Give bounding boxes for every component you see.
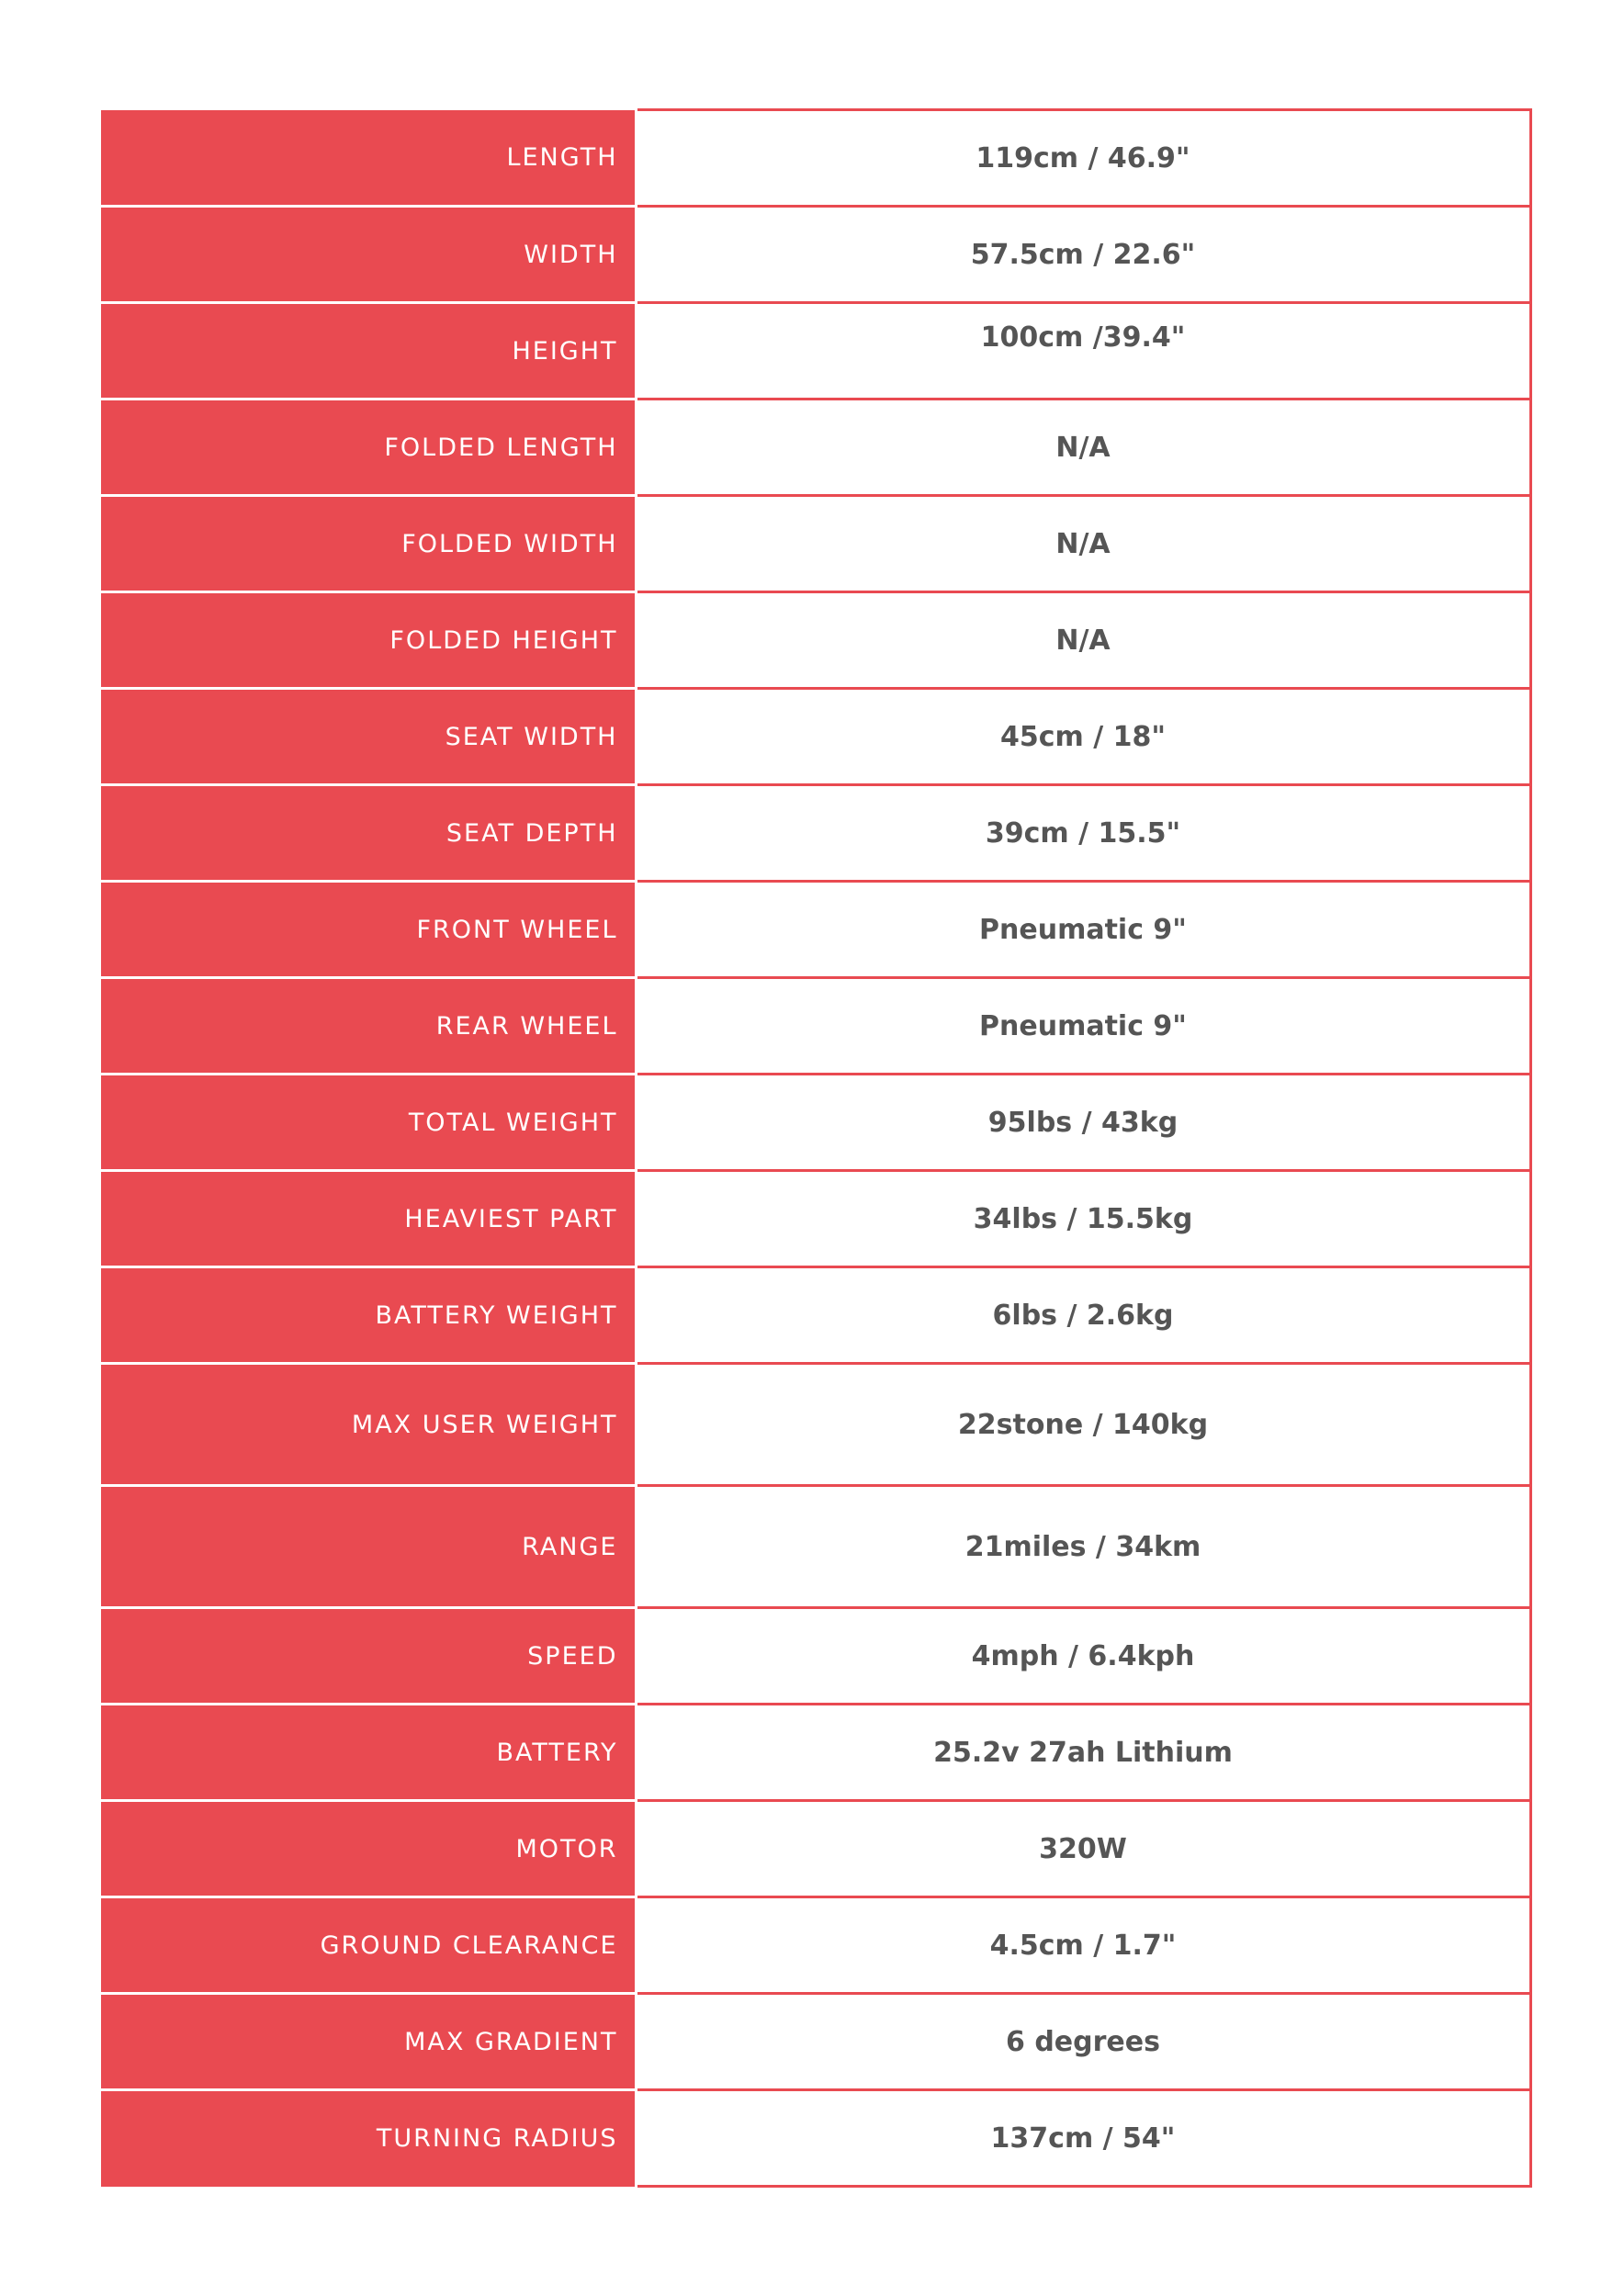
spec-value: 6 degrees <box>636 1994 1530 2090</box>
spec-label: FOLDED HEIGHT <box>101 592 636 689</box>
table-row <box>101 207 1530 303</box>
spec-value: 320W <box>636 1801 1530 1897</box>
spec-value: 119cm / 46.9" <box>636 110 1530 207</box>
table-row <box>101 785 1530 882</box>
spec-value: Pneumatic 9" <box>636 882 1530 978</box>
table-row <box>101 1171 1530 1267</box>
spec-label: BATTERY WEIGHT <box>101 1267 636 1364</box>
spec-value: 100cm /39.4" <box>636 303 1530 400</box>
table-row <box>101 1801 1530 1897</box>
spec-label: RANGE <box>101 1486 636 1608</box>
table-row <box>101 400 1530 496</box>
spec-value: Pneumatic 9" <box>636 978 1530 1075</box>
table-row <box>101 1705 1530 1801</box>
spec-value: N/A <box>636 496 1530 592</box>
spec-label: TURNING RADIUS <box>101 2090 636 2187</box>
table-row <box>101 1994 1530 2090</box>
table-row <box>101 1486 1530 1608</box>
spec-label: FRONT WHEEL <box>101 882 636 978</box>
spec-label: LENGTH <box>101 110 636 207</box>
spec-value: 6lbs / 2.6kg <box>636 1267 1530 1364</box>
spec-label: SEAT DEPTH <box>101 785 636 882</box>
table-row <box>101 592 1530 689</box>
spec-label: MOTOR <box>101 1801 636 1897</box>
table-row <box>101 1608 1530 1705</box>
spec-label: SEAT WIDTH <box>101 689 636 785</box>
spec-value: 21miles / 34km <box>636 1486 1530 1608</box>
spec-label: WIDTH <box>101 207 636 303</box>
table-row <box>101 689 1530 785</box>
spec-label: HEIGHT <box>101 303 636 400</box>
spec-value: 22stone / 140kg <box>636 1364 1530 1486</box>
spec-value: 34lbs / 15.5kg <box>636 1171 1530 1267</box>
spec-value: 137cm / 54" <box>636 2090 1530 2187</box>
table-row <box>101 1267 1530 1364</box>
spec-label: REAR WHEEL <box>101 978 636 1075</box>
table-row <box>101 978 1530 1075</box>
spec-value: 45cm / 18" <box>636 689 1530 785</box>
spec-value: 4mph / 6.4kph <box>636 1608 1530 1705</box>
spec-label: MAX GRADIENT <box>101 1994 636 2090</box>
spec-label: GROUND CLEARANCE <box>101 1897 636 1994</box>
table-row <box>101 882 1530 978</box>
spec-value: N/A <box>636 592 1530 689</box>
spec-value: 57.5cm / 22.6" <box>636 207 1530 303</box>
table-row <box>101 2090 1530 2187</box>
spec-value: 95lbs / 43kg <box>636 1075 1530 1171</box>
spec-label: FOLDED WIDTH <box>101 496 636 592</box>
table-row <box>101 1364 1530 1486</box>
table-row <box>101 303 1530 400</box>
table-row <box>101 110 1530 207</box>
spec-label: BATTERY <box>101 1705 636 1801</box>
spec-table <box>101 108 1532 2188</box>
table-row <box>101 1897 1530 1994</box>
spec-label: MAX USER WEIGHT <box>101 1364 636 1486</box>
spec-label: SPEED <box>101 1608 636 1705</box>
spec-value: 39cm / 15.5" <box>636 785 1530 882</box>
spec-value: 4.5cm / 1.7" <box>636 1897 1530 1994</box>
spec-value: 25.2v 27ah Lithium <box>636 1705 1530 1801</box>
spec-label: HEAVIEST PART <box>101 1171 636 1267</box>
spec-value: N/A <box>636 400 1530 496</box>
spec-label: TOTAL WEIGHT <box>101 1075 636 1171</box>
table-row <box>101 496 1530 592</box>
table-row <box>101 1075 1530 1171</box>
spec-label: FOLDED LENGTH <box>101 400 636 496</box>
